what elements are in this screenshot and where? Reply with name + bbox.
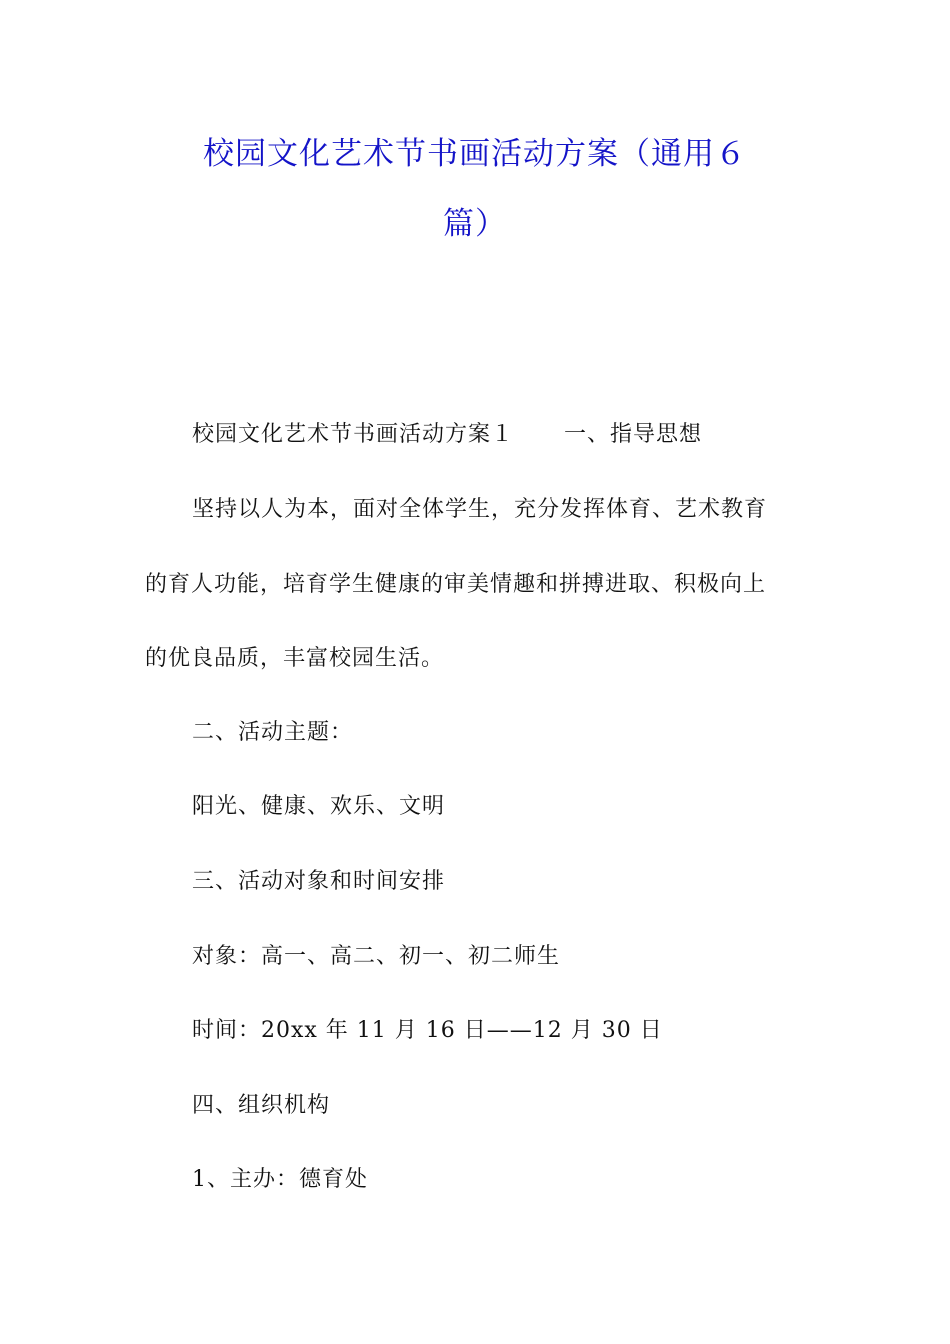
target-text: 对象：高一、高二、初一、初二师生 <box>192 944 561 969</box>
section-heading-organization: 四、组织机构 <box>192 1093 331 1118</box>
paragraph1-line2: 的育人功能，培育学生健康的审美情趣和拼搏进取、积极向上 <box>145 572 767 597</box>
section-heading-targets-time: 三、活动对象和时间安排 <box>192 869 446 894</box>
document-title-line2: 篇） <box>443 206 507 242</box>
organizer-text: 1、主办：德育处 <box>192 1167 368 1192</box>
document-title-line1: 校园文化艺术节书画活动方案（通用６ <box>203 136 747 172</box>
plan-heading-row <box>192 421 702 449</box>
plan-heading: 校园文化艺术节书画活动方案１ <box>192 422 515 447</box>
section-heading-guiding-thought: 一、指导思想 <box>564 422 703 447</box>
paragraph1-line1: 坚持以人为本，面对全体学生，充分发挥体育、艺术教育 <box>192 497 768 522</box>
section-heading-theme: 二、活动主题： <box>192 720 354 745</box>
paragraph1-line3: 的优良品质，丰富校园生活。 <box>145 646 445 671</box>
theme-text: 阳光、健康、欢乐、文明 <box>192 794 446 819</box>
time-text: 时间：20xx 年 11 月 16 日——12 月 30 日 <box>192 1018 663 1043</box>
